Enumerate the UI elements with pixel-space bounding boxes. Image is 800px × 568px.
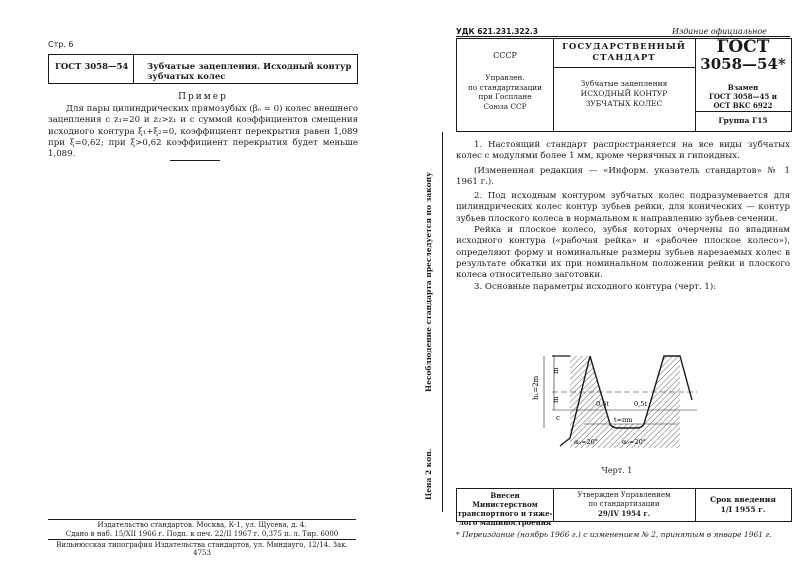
- footer-rule: [48, 519, 356, 520]
- standard-title: Зубчатые зацепления ИСХОДНЫЙ КОНТУР ЗУБЧАТЫХ КОЛЕС: [580, 79, 668, 108]
- page-number: Стр. 6: [48, 40, 74, 49]
- left-header-code: ГОСТ 3058—54: [55, 62, 129, 72]
- label-half: 0,5t: [596, 400, 609, 408]
- right-page: [400, 0, 800, 568]
- label-d0: α₀=20°: [622, 438, 646, 446]
- footer-rule-2: [48, 539, 356, 540]
- label-m-mid: m: [552, 396, 560, 403]
- left-header-title: Зубчатые зацепления. Исходный контур зубчатых колес: [147, 62, 352, 82]
- label-h1: h₁=2m: [532, 375, 540, 400]
- example-title: Пример: [178, 92, 228, 102]
- gost-header-box: [456, 38, 792, 132]
- group-label: Группа Г15: [718, 116, 768, 125]
- rack-profile-figure: [522, 348, 712, 453]
- gost-number: 3058—54*: [700, 55, 786, 73]
- label-m-top: m: [552, 367, 560, 374]
- introduced-by: Внесен Министерством транспортного и тяже- лого машиностроения: [457, 491, 553, 527]
- para-4: 3. Основные параметры исходного контура (черт. 1):: [474, 281, 717, 292]
- effective-date: Срок введения 1/I 1955 г.: [710, 495, 776, 514]
- info-table: [456, 488, 792, 527]
- approved-by: Утвержден Управлением по стандартизации 29/IV 1954 г.: [577, 491, 671, 518]
- label-half-2: 0,5t: [634, 400, 647, 408]
- footer-line-2: Сдано в наб. 15/XII 1966 г. Подп. к печ. 22/II 1967 г. 0,375 п. л. Тир. 6000: [65, 530, 339, 538]
- example-block: [48, 92, 358, 160]
- footer-line-1: Издательство стандартов. Москва, К-1, ул. Щусева, д. 4.: [97, 521, 307, 529]
- para-1: 1. Настоящий стандарт распространяется на все виды зубчатых колес с модулями более 1 мм, кроме червячных и гипоидных.: [456, 140, 790, 162]
- body-text: [456, 140, 790, 293]
- udk-code: УДК 621.231.322.3: [456, 27, 538, 36]
- figure-caption: Черт. 1: [601, 466, 633, 475]
- para-3: Рейка и плоское колесо, зубья которых очерчены по впадинам исходного контура («рабочая рейка» и «рабочее плоское колесо»), определяют форму и номинальные размеры зубьев нарезаемых колес в результате обкатки их при номинальном положении рейки и плоского колеса относительно заготовки.: [456, 225, 790, 281]
- label-c: c: [556, 414, 560, 422]
- rule-line: [170, 160, 220, 161]
- label-a0: α₀=20°: [574, 438, 598, 446]
- gov-standard: ГОСУДАРСТВЕННЫЙ СТАНДАРТ: [562, 42, 686, 63]
- para-2: 2. Под исходным контуром зубчатых колес подразумевается для цилиндрических колес контур зубьев рейки, для конических — контур зубьев плоского колеса в нормальном к направлению зубьев сечении.: [456, 191, 790, 224]
- cssr-label: СССР: [493, 51, 517, 60]
- gost-label: ГОСТ: [716, 37, 770, 57]
- example-text: Для пары цилиндрических прямозубых (βₒ = 0) колес внешнего зацепления с z₁=20 и z₂>z₁ и с суммой коэффициентов смещения исходного контура ξ₁+ξ₂=0, коэффициент перекрытия равен 1,089 при ξ=0,62; при ξ>0,62 коэффициент перекрытия будет меньше 1,089.: [48, 104, 358, 160]
- replaces: Взамен ГОСТ 3058—45 и ОСТ ВКС 6922: [708, 83, 777, 110]
- para-amend: (Измененная редакция — «Информ. указатель стандартов» № 1 1961 г.).: [456, 165, 790, 187]
- agency: Управлен. по стандартизации при Госплане Союза ССР: [467, 73, 543, 111]
- side-note: Несоблюдение стандарта преследуется по закону: [424, 172, 433, 392]
- header-divider: [133, 55, 134, 83]
- reprint-note: * Переиздание (ноябрь 1966 г.) с изменением № 2, принятым в январе 1961 г.: [456, 530, 772, 539]
- footer-line-3: Вильнюсская типография Издательства стандартов, ул. Миндауго, 12/14. Зак. 4753: [56, 541, 348, 557]
- label-t: t=πm: [614, 416, 633, 424]
- side-rule: [442, 132, 443, 512]
- price: Цена 2 коп.: [424, 448, 433, 500]
- official-edition: Издание официальное: [672, 27, 767, 36]
- left-header-box: [48, 54, 358, 84]
